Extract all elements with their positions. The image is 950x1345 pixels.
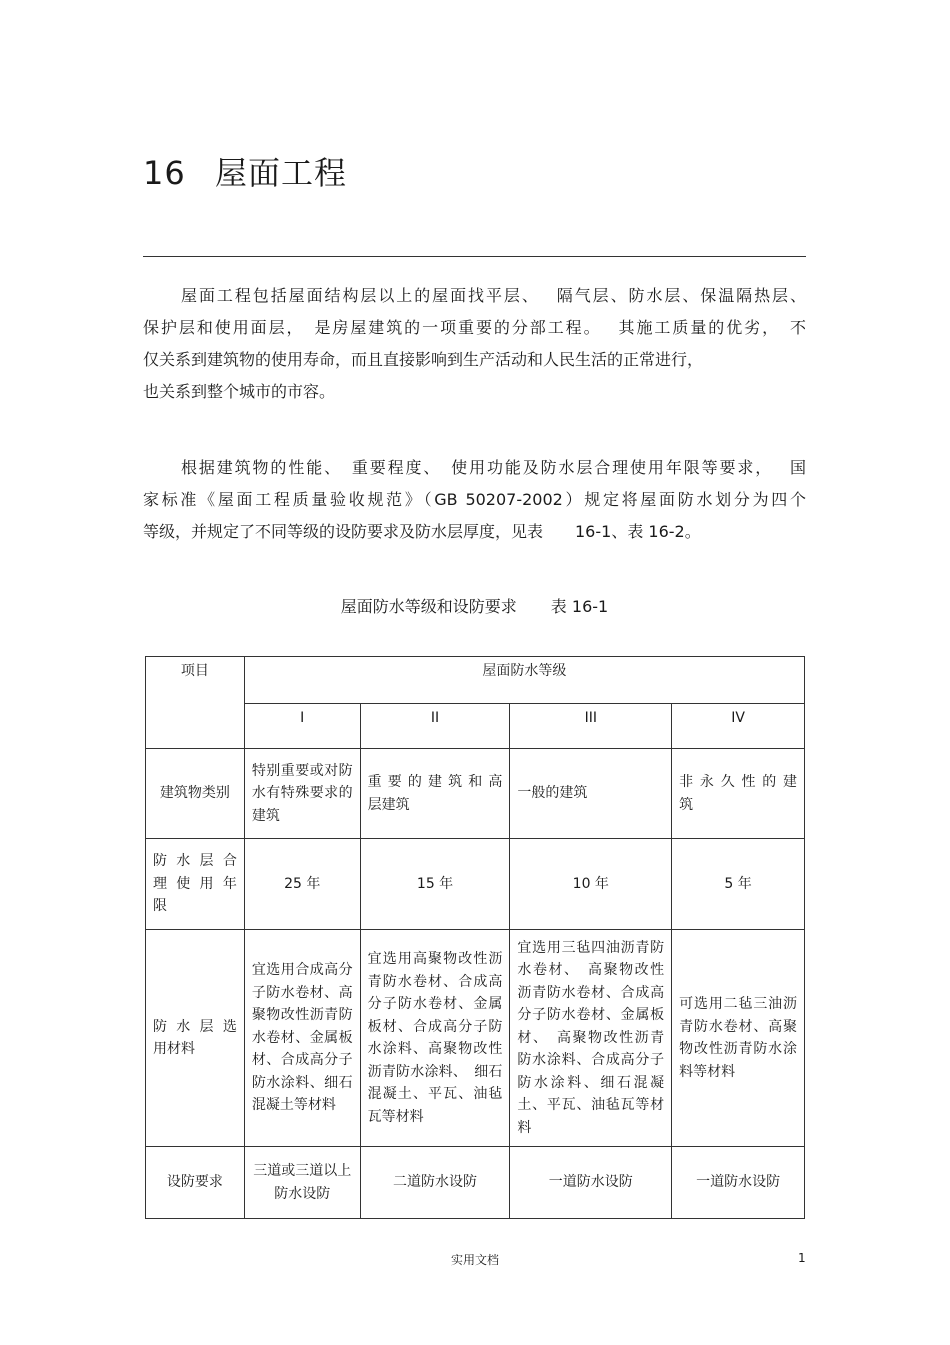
table-caption-title: 屋面防水等级和设防要求 (340, 597, 517, 616)
paragraph-line: 屋面工程包括屋面结构层以上的屋面找平层、 隔气层、防水层、保温隔热层、 (181, 286, 806, 305)
standard-paragraph (143, 452, 806, 548)
table-caption (143, 594, 806, 617)
table-cell: 一道防水设防 (510, 1147, 672, 1219)
chapter-heading (143, 148, 347, 194)
table-cell: 宜选用高聚物改性沥青防水卷材、合成高分子防水卷材、金属板材、合成高分子防水涂料、高聚物改性沥青防水涂料、 细石混凝土、平瓦、油毡瓦等材料 (360, 930, 510, 1147)
row-label: 设防要求 (146, 1147, 245, 1219)
table-cell: 一般的建筑 (510, 749, 672, 839)
table-cell: 5 年 (672, 839, 805, 930)
paragraph-line: 保护层和使用面层， 是房屋建筑的一项重要的分部工程。 其施工质量的优劣， 不 (143, 318, 806, 337)
paragraph-line: 等级，并规定了不同等级的设防要求及防水层厚度，见表 16-1、表 16-2。 (143, 522, 701, 541)
heading-divider (143, 256, 806, 257)
header-grade: I (244, 704, 360, 749)
row-label: 防 水 层 合 理 使 用 年 限 (146, 839, 245, 930)
table-cell: 宜选用合成高分子防水卷材、高聚物改性沥青防水卷材、金属板材、合成高分子防水涂料、细石混凝土等材料 (244, 930, 360, 1147)
table-cell: 二道防水设防 (360, 1147, 510, 1219)
paragraph-line: 根据建筑物的性能、 重要程度、 使用功能及防水层合理使用年限等要求， 国 (181, 458, 806, 477)
table-cell: 重 要 的 建 筑 和 高 层建筑 (360, 749, 510, 839)
paragraph-line: 家标准《屋面工程质量验收规范》（GB 50207-2002）规定将屋面防水划分为四个 (143, 490, 806, 509)
table-row (146, 839, 805, 930)
row-label: 建筑物类别 (146, 749, 245, 839)
row-label: 防 水 层 选 用材料 (146, 930, 245, 1147)
table-cell: 一道防水设防 (672, 1147, 805, 1219)
page-number: 1 (798, 1251, 806, 1265)
chapter-title: 屋面工程 (215, 154, 348, 192)
table-cell: 可选用二毡三油沥青防水卷材、高聚物改性沥青防水涂料等材料 (672, 930, 805, 1147)
table-row (146, 749, 805, 839)
chapter-number: 16 (143, 154, 186, 192)
table-cell: 25 年 (244, 839, 360, 930)
table-cell: 15 年 (360, 839, 510, 930)
table-row (146, 930, 805, 1147)
header-grade: II (360, 704, 510, 749)
header-item: 项目 (146, 657, 245, 749)
table-cell: 三道或三道以上防水设防 (244, 1147, 360, 1219)
footer-label: 实用文档 (450, 1253, 499, 1267)
header-grade: IV (672, 704, 805, 749)
header-grade-group: 屋面防水等级 (244, 657, 804, 704)
paragraph-line: 也关系到整个城市的市容。 (143, 382, 336, 401)
header-grade: III (510, 704, 672, 749)
table-row (146, 1147, 805, 1219)
table-cell: 10 年 (510, 839, 672, 930)
intro-paragraph (143, 280, 806, 408)
table-cell: 特别重要或对防水有特殊要求的建筑 (244, 749, 360, 839)
paragraph-line: 仅关系到建筑物的使用寿命，而且直接影响到生产活动和人民生活的正常进行， (143, 350, 704, 369)
table-caption-number: 表 16-1 (550, 597, 609, 616)
waterproof-grade-table (145, 656, 805, 1219)
table-cell: 非 永 久 性 的 建 筑 (672, 749, 805, 839)
table-cell: 宜选用三毡四油沥青防水卷材、 高聚物改性沥青防水卷材、合成高分子防水卷材、金属板材、 高聚物改性沥青防水涂料、合成高分子防水涂料、细石混凝土、平瓦、油毡瓦等材料 (510, 930, 672, 1147)
